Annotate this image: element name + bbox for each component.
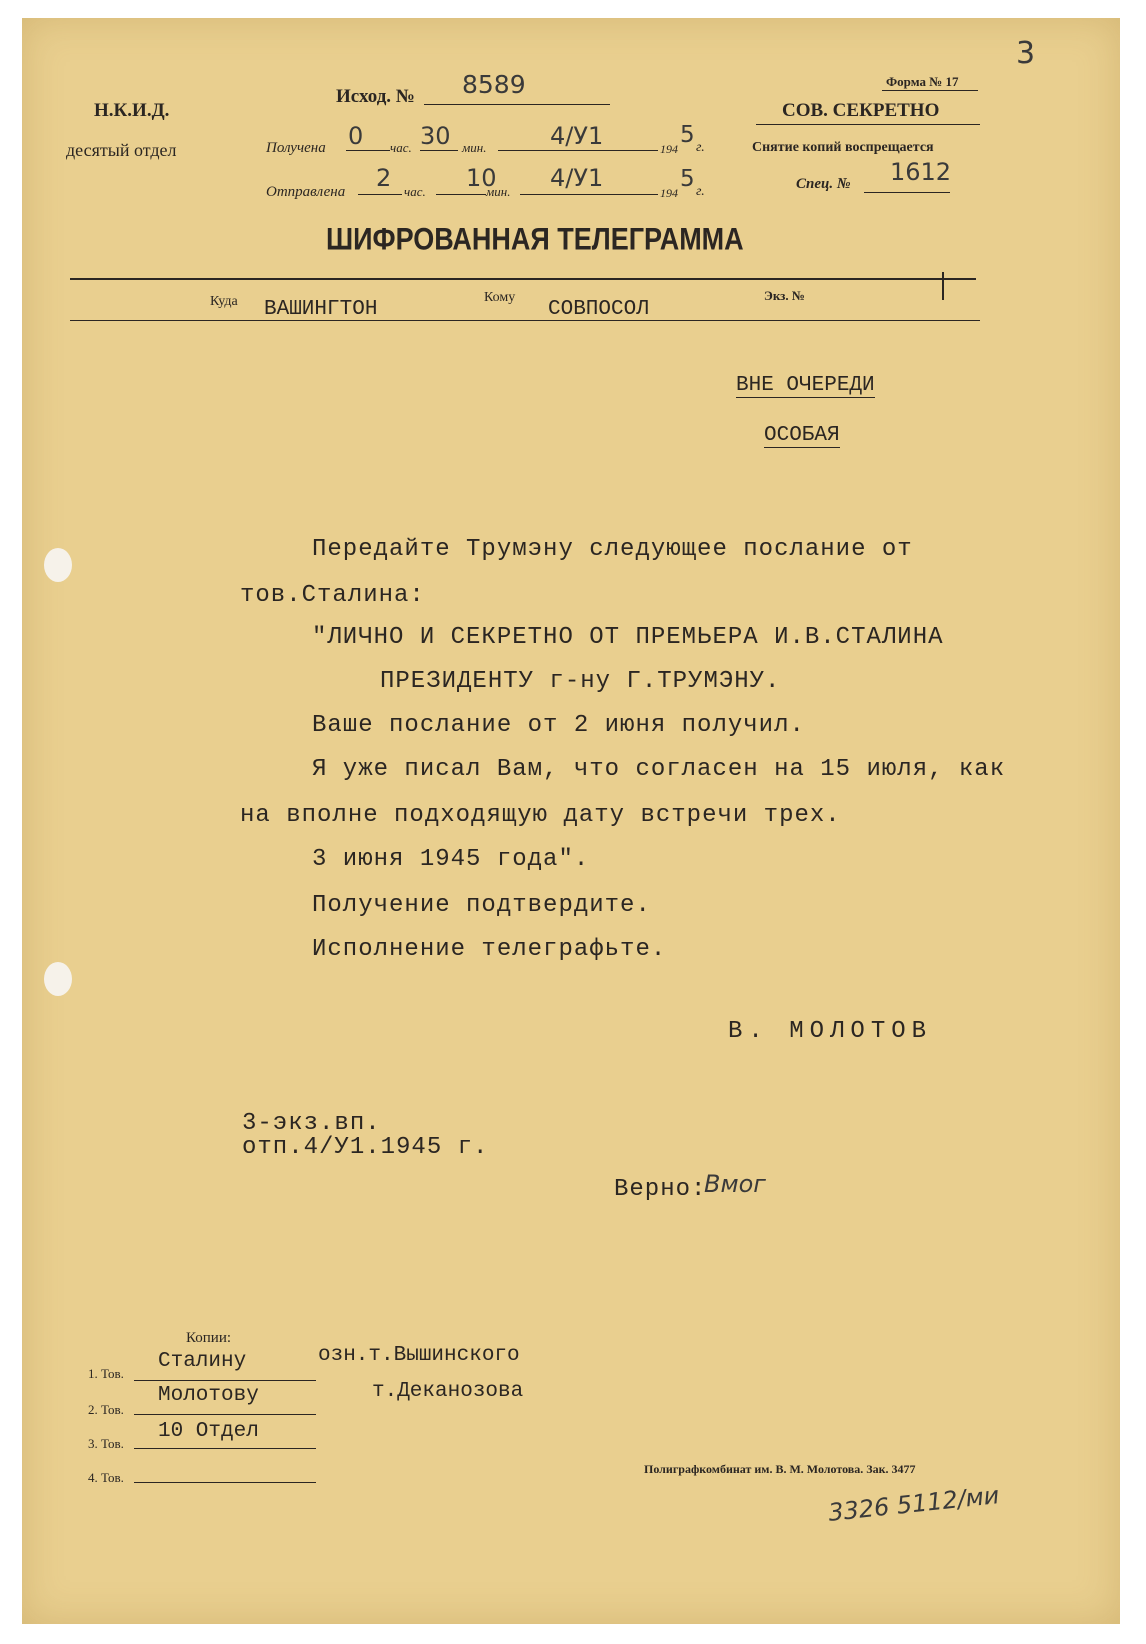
body-line-10: Исполнение телеграфьте. [312, 936, 667, 963]
copies-note-line-2: отп.4/У1.1945 г. [242, 1134, 489, 1161]
received-year-label: г. [696, 140, 705, 155]
received-hours-line [346, 150, 390, 151]
document-title: ШИФРОВАННАЯ ТЕЛЕГРАММА [326, 221, 744, 257]
form-underline [882, 90, 978, 91]
sent-hours-line [358, 194, 402, 195]
org-dept: десятый отдел [66, 140, 177, 160]
spec-label: Спец. № [796, 176, 851, 192]
body-line-4: ПРЕЗИДЕНТУ г-ну Г.ТРУМЭНУ. [380, 668, 781, 695]
body-line-7: на вполне подходящую дату встречи трех. [240, 802, 841, 829]
spec-number: 1612 [890, 158, 952, 186]
sent-label: Отправлена [266, 184, 346, 200]
route-divider-tick [942, 272, 944, 300]
sent-hours: 2 [376, 164, 392, 192]
copy-row-1-line [134, 1380, 316, 1381]
body-line-1: Передайте Трумэну следующее послание от [312, 536, 913, 563]
route-copy-label: Экз. № [764, 288, 805, 303]
secrecy-title: СОВ. СЕКРЕТНО [782, 100, 940, 121]
sent-hours-label: час. [404, 184, 426, 199]
copy-row-1-num: 1. Тов. [88, 1366, 124, 1381]
received-minutes-line [420, 150, 458, 151]
body-line-5: Ваше послание от 2 июня получил. [312, 712, 805, 739]
body-line-8: 3 июня 1945 года". [312, 846, 590, 873]
copy-row-4-line [134, 1482, 316, 1483]
body-line-9: Получение подтвердите. [312, 892, 651, 919]
received-year-prefix: 194 [660, 142, 678, 156]
verified-initials: Вмог [704, 1170, 766, 1198]
received-year-digit: 5 [680, 122, 695, 148]
copy-row-3-num: 3. Тов. [88, 1436, 124, 1451]
sent-year-label: г. [696, 184, 705, 199]
received-hours-label: час. [390, 140, 412, 155]
received-minutes-label: мин. [462, 140, 487, 155]
copy-row-2-num: 2. Тов. [88, 1402, 124, 1417]
sent-year-prefix: 194 [660, 186, 678, 200]
punch-hole-bottom [44, 962, 72, 996]
sent-year-digit: 5 [680, 166, 695, 192]
received-date-line [498, 150, 658, 151]
copies-label: Копии: [186, 1330, 232, 1346]
spec-underline [864, 192, 950, 193]
sent-date-line [520, 194, 658, 195]
route-top-rule [70, 278, 976, 280]
copy-row-4-num: 4. Тов. [88, 1470, 124, 1485]
secrecy-note: Снятие копий воспрещается [752, 140, 934, 155]
copy-row-2-line [134, 1414, 316, 1415]
outgoing-number: 8589 [462, 70, 526, 99]
outgoing-underline [424, 104, 610, 105]
copy-row-1-extra: озн.т.Вышинского [318, 1344, 520, 1367]
copy-row-1-name: Сталину [158, 1350, 247, 1373]
copy-row-3-name: 10 Отдел [158, 1420, 259, 1443]
corner-page-number: 3 [1016, 36, 1036, 71]
sent-date: 4/У1 [550, 164, 604, 192]
handwritten-archive-note: 3326 5112/ми [827, 1481, 1001, 1527]
priority-line-1: ВНЕ ОЧЕРЕДИ [736, 374, 875, 397]
received-hours: 0 [348, 122, 364, 150]
sent-minutes: 10 [466, 164, 497, 192]
copy-row-2-name: Молотову [158, 1384, 259, 1407]
body-line-2: тов.Сталина: [240, 582, 425, 609]
copy-row-3-line [134, 1448, 316, 1449]
verified-label: Верно: [614, 1176, 707, 1203]
route-bottom-rule [70, 320, 980, 321]
printer-imprint: Полиграфкомбинат им. В. М. Молотова. Зак. 3477 [644, 1462, 916, 1476]
signature: В. МОЛОТОВ [728, 1018, 933, 1045]
secrecy-underline [756, 124, 980, 125]
route-to-value: ВАШИНГТОН [264, 298, 378, 321]
received-minutes: 30 [420, 122, 451, 150]
form-number: Форма № 17 [886, 74, 959, 89]
punch-hole-top [44, 548, 72, 582]
priority-line-2: ОСОБАЯ [764, 424, 840, 447]
telegram-page [22, 18, 1120, 1624]
received-label: Получена [266, 140, 326, 156]
sent-minutes-label: мин. [486, 184, 511, 199]
route-to-label: Куда [210, 294, 238, 309]
body-line-6: Я уже писал Вам, что согласен на 15 июля, как [312, 756, 1006, 783]
copy-row-2-extra: т.Деканозова [372, 1380, 524, 1403]
route-whom-value: СОВПОСОЛ [548, 298, 649, 321]
org-name: Н.К.И.Д. [94, 100, 170, 121]
body-line-3: "ЛИЧНО И СЕКРЕТНО ОТ ПРЕМЬЕРА И.В.СТАЛИНА [312, 624, 944, 651]
outgoing-label: Исход. № [336, 86, 415, 107]
copies-note-line-1: 3-экз.вп. [242, 1110, 381, 1137]
sent-minutes-line [436, 194, 486, 195]
received-date: 4/У1 [550, 122, 604, 150]
route-whom-label: Кому [484, 290, 516, 305]
